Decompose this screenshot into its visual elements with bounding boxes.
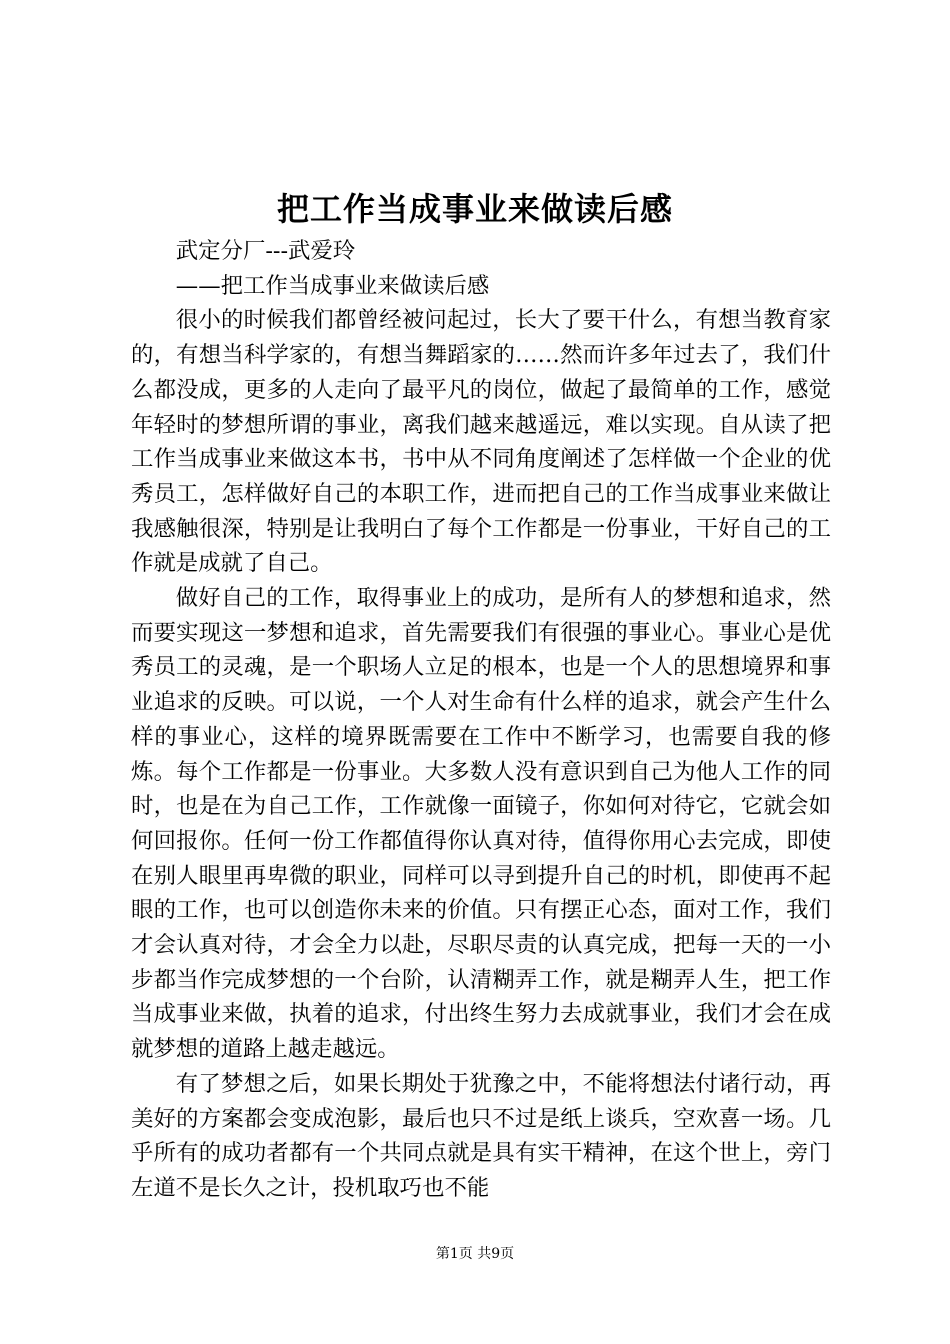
subtitle-line: ——把工作当成事业来做读后感 — [175, 272, 490, 299]
document-body — [131, 234, 831, 1206]
page-footer: 第1页 共9页 — [435, 1246, 515, 1262]
paragraph-2: 做好自己的工作，取得事业上的成功，是所有人的梦想和追求，然而要实现这一梦想和追求，首先需要我们有很强的事业心。事业心是优秀员工的灵魂，是一个职场人立足的根本，也是一个人的思想境界和事业追求的反映。可以说，一个人对生命有什么样的追求，就会产生什么样的事业心，这样的境界既需要在工作中不断学习，也需要自我的修炼。每个工作都是一份事业。大多数人没有意识到自己为他人工作的同时，也是在为自己工作，工作就像一面镜子，你如何对待它，它就会如何回报你。任何一份工作都值得你认真对待，值得你用心去完成，即使在别人眼里再卑微的职业，同样可以寻到提升自己的时机，即使再不起眼的工作，也可以创造你未来的价值。只有摆正心态，面对工作，我们才会认真对待，才会全力以赴，尽职尽责的认真完成，把每一天的一小步都当作完成梦想的一个台阶，认清糊弄工作，就是糊弄人生，把工作当成事业来做，执着的追求，付出终生努力去成就事业，我们才会在成就梦想的道路上越走越远。 — [131, 585, 831, 1063]
paragraph-3: 有了梦想之后，如果长期处于犹豫之中，不能将想法付诸行动，再美好的方案都会变成泡影，最后也只不过是纸上谈兵，空欢喜一场。几乎所有的成功者都有一个共同点就是具有实干精神，在这个世上，旁门左道不是长久之计，投机取巧也不能 — [131, 1070, 831, 1201]
document-title: 把工作当成事业来做读后感 — [276, 190, 673, 228]
paragraph-1: 很小的时候我们都曾经被问起过，长大了要干什么，有想当教育家的，有想当科学家的，有想当舞蹈家的……然而许多年过去了，我们什么都没成，更多的人走向了最平凡的岗位，做起了最简单的工作，感觉年轻时的梦想所谓的事业，离我们越来越遥远，难以实现。自从读了把工作当成事业来做这本书，书中从不同角度阐述了怎样做一个企业的优秀员工，怎样做好自己的本职工作，进而把自己的工作当成事业来做让我感触很深，特别是让我明白了每个工作都是一份事业，干好自己的工作就是成就了自己。 — [131, 307, 831, 577]
author-line: 武定分厂---武爱玲 — [175, 238, 356, 264]
